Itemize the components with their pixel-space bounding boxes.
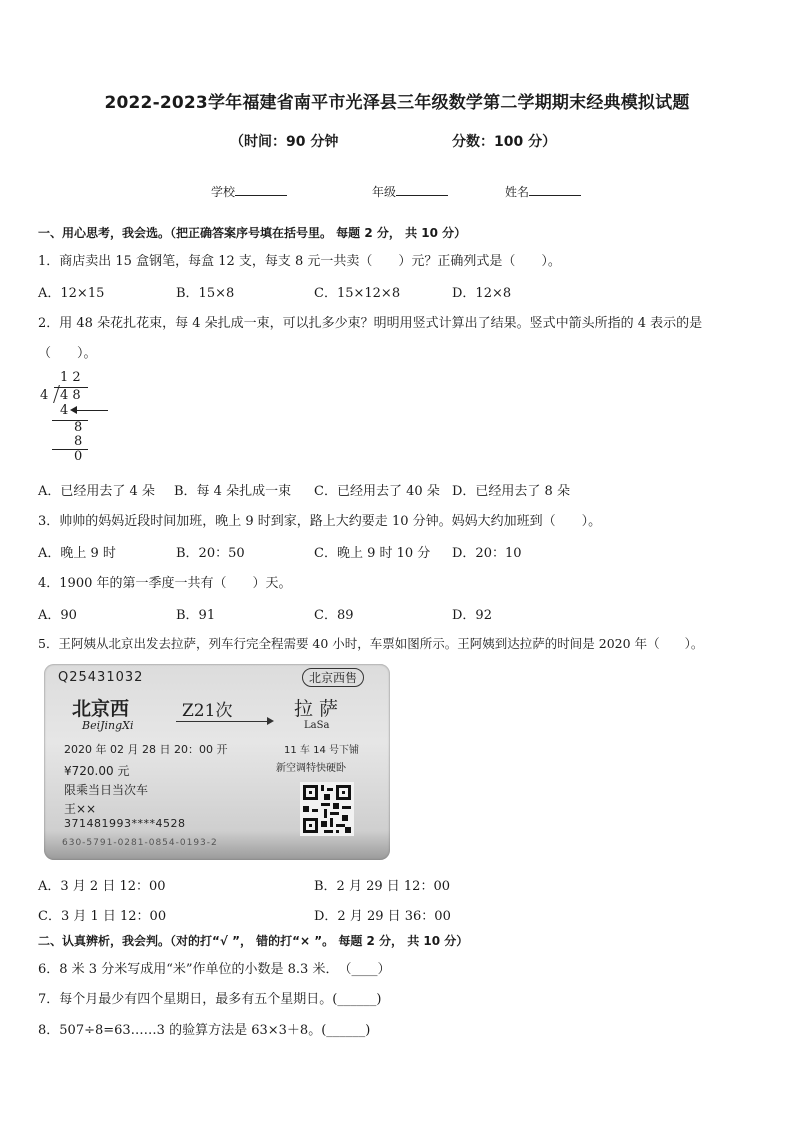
- q4-option-d[interactable]: D．92: [452, 608, 492, 623]
- q3-option-a[interactable]: A．晚上 9 时: [38, 546, 116, 561]
- q4-option-c[interactable]: C．89: [314, 608, 354, 623]
- grade-field: [372, 183, 448, 200]
- school-blank[interactable]: [235, 183, 287, 196]
- q5-text: 5．王阿姨从北京出发去拉萨，列车行完全程需要 40 小时，车票如图所示。王阿姨到达拉萨的时间是 2020 年（ ）。: [38, 636, 704, 651]
- exam-title: 2022-2023学年福建省南平市光泽县三年级数学第二学期期末经典模拟试题: [104, 93, 690, 113]
- ticket-train: Z21次: [182, 701, 233, 721]
- q1-option-d[interactable]: D．12×8: [452, 286, 512, 301]
- q5-option-c[interactable]: C．3 月 1 日 12：00: [38, 909, 167, 924]
- ticket-limit: 限乘当日当次车: [64, 783, 149, 797]
- division-quotient: 1 2: [60, 370, 81, 385]
- division-step-4: 4: [60, 403, 69, 418]
- ticket-to: 拉萨: [294, 698, 345, 720]
- division-step-8a: 8: [74, 420, 83, 435]
- q2-text-line1: 2．用 48 朵花扎花束，每 4 朵扎成一束，可以扎多少束？明明用竖式计算出了结果。竖式中箭头所指的 4 表示的是: [38, 316, 703, 331]
- q3-text: 3．帅帅的妈妈近段时间加班，晚上 9 时到家，路上大约要走 10 分钟。妈妈大约加班到（ ）。: [38, 514, 602, 529]
- q1-option-b[interactable]: B．15×8: [176, 286, 235, 301]
- q8-text: 8．507÷8=63……3 的验算方法是 63×3＋8。(______): [38, 1023, 371, 1038]
- q3-option-c[interactable]: C．晚上 9 时 10 分: [314, 546, 431, 561]
- q1-option-c[interactable]: C．15×12×8: [314, 286, 401, 301]
- arrow-line: [74, 410, 108, 411]
- q4-option-a[interactable]: A．90: [38, 608, 77, 623]
- exam-score: 分数：100 分）: [452, 134, 557, 150]
- q2-option-d[interactable]: D．已经用去了 8 朵: [452, 484, 570, 499]
- arrow-icon: [70, 406, 77, 414]
- q2-text-line2: （ ）。: [38, 346, 97, 361]
- section1-heading: 一、用心思考，我会选。（把正确答案序号填在括号里。 每题 2 分， 共 10 分）: [38, 226, 467, 240]
- ticket-date: 2020 年 02 月 28 日 20：00 开: [64, 743, 228, 756]
- ticket-number: Q25431032: [58, 670, 144, 685]
- school-label: 学校: [211, 185, 236, 199]
- q1-option-a[interactable]: A．12×15: [38, 286, 105, 301]
- q5-option-b[interactable]: B．2 月 29 日 12：00: [314, 879, 450, 894]
- ticket-from: 北京西: [72, 698, 130, 720]
- name-label: 姓名: [505, 185, 530, 199]
- ticket-bottom-code: 630-5791-0281-0854-0193-2: [62, 838, 218, 848]
- grade-blank[interactable]: [396, 183, 448, 196]
- ticket-price: ¥720.00 元: [64, 764, 130, 778]
- q2-option-b[interactable]: B．每 4 朵扎成一束: [174, 484, 292, 499]
- division-remainder: 0: [74, 449, 83, 464]
- q1-text: 1．商店卖出 15 盒钢笔，每盒 12 支，每支 8 元一共卖（ ）元？正确列式是（ ）。: [38, 254, 561, 269]
- division-divisor: 4: [40, 388, 49, 403]
- train-ticket: [44, 664, 390, 860]
- long-division: [38, 370, 128, 465]
- name-blank[interactable]: [529, 183, 581, 196]
- ticket-to-pinyin: LaSa: [304, 720, 330, 731]
- division-dividend: 4 8: [60, 388, 81, 403]
- section2-heading: 二、认真辨析，我会判。（对的打“√ ”， 错的打“× ”。 每题 2 分， 共 10 分）: [38, 934, 469, 948]
- name-field: [505, 183, 581, 200]
- ticket-from-pinyin: BeiJingXi: [82, 719, 134, 732]
- division-step-8b: 8: [74, 434, 83, 449]
- q3-option-d[interactable]: D．20：10: [452, 546, 522, 561]
- grade-label: 年级: [372, 185, 397, 199]
- q2-option-a[interactable]: A．已经用去了 4 朵: [38, 484, 155, 499]
- q5-option-d[interactable]: D．2 月 29 日 36：00: [314, 909, 451, 924]
- ticket-arrow-icon: [176, 721, 268, 722]
- q7-text: 7．每个月最少有四个星期日，最多有五个星期日。(______): [38, 992, 382, 1007]
- q2-option-c[interactable]: C．已经用去了 40 朵: [314, 484, 440, 499]
- exam-time: （时间：90 分钟: [230, 134, 339, 150]
- q4-text: 4．1900 年的第一季度一共有（ ）天。: [38, 576, 292, 591]
- ticket-id: 371481993****4528: [64, 817, 186, 830]
- school-field: [211, 183, 287, 200]
- ticket-passenger: 王××: [64, 802, 97, 816]
- q3-option-b[interactable]: B．20：50: [176, 546, 245, 561]
- ticket-class: 新空调特快硬卧: [276, 763, 346, 774]
- q5-option-a[interactable]: A．3 月 2 日 12：00: [38, 879, 166, 894]
- q6-text: 6．8 米 3 分米写成用“米”作单位的小数是 8.3 米． （____）: [38, 962, 391, 977]
- ticket-stamp: 北京西售: [302, 668, 364, 687]
- ticket-seat: 11 车 14 号下铺: [284, 745, 359, 756]
- qr-code-icon: [300, 782, 354, 836]
- q4-option-b[interactable]: B．91: [176, 608, 216, 623]
